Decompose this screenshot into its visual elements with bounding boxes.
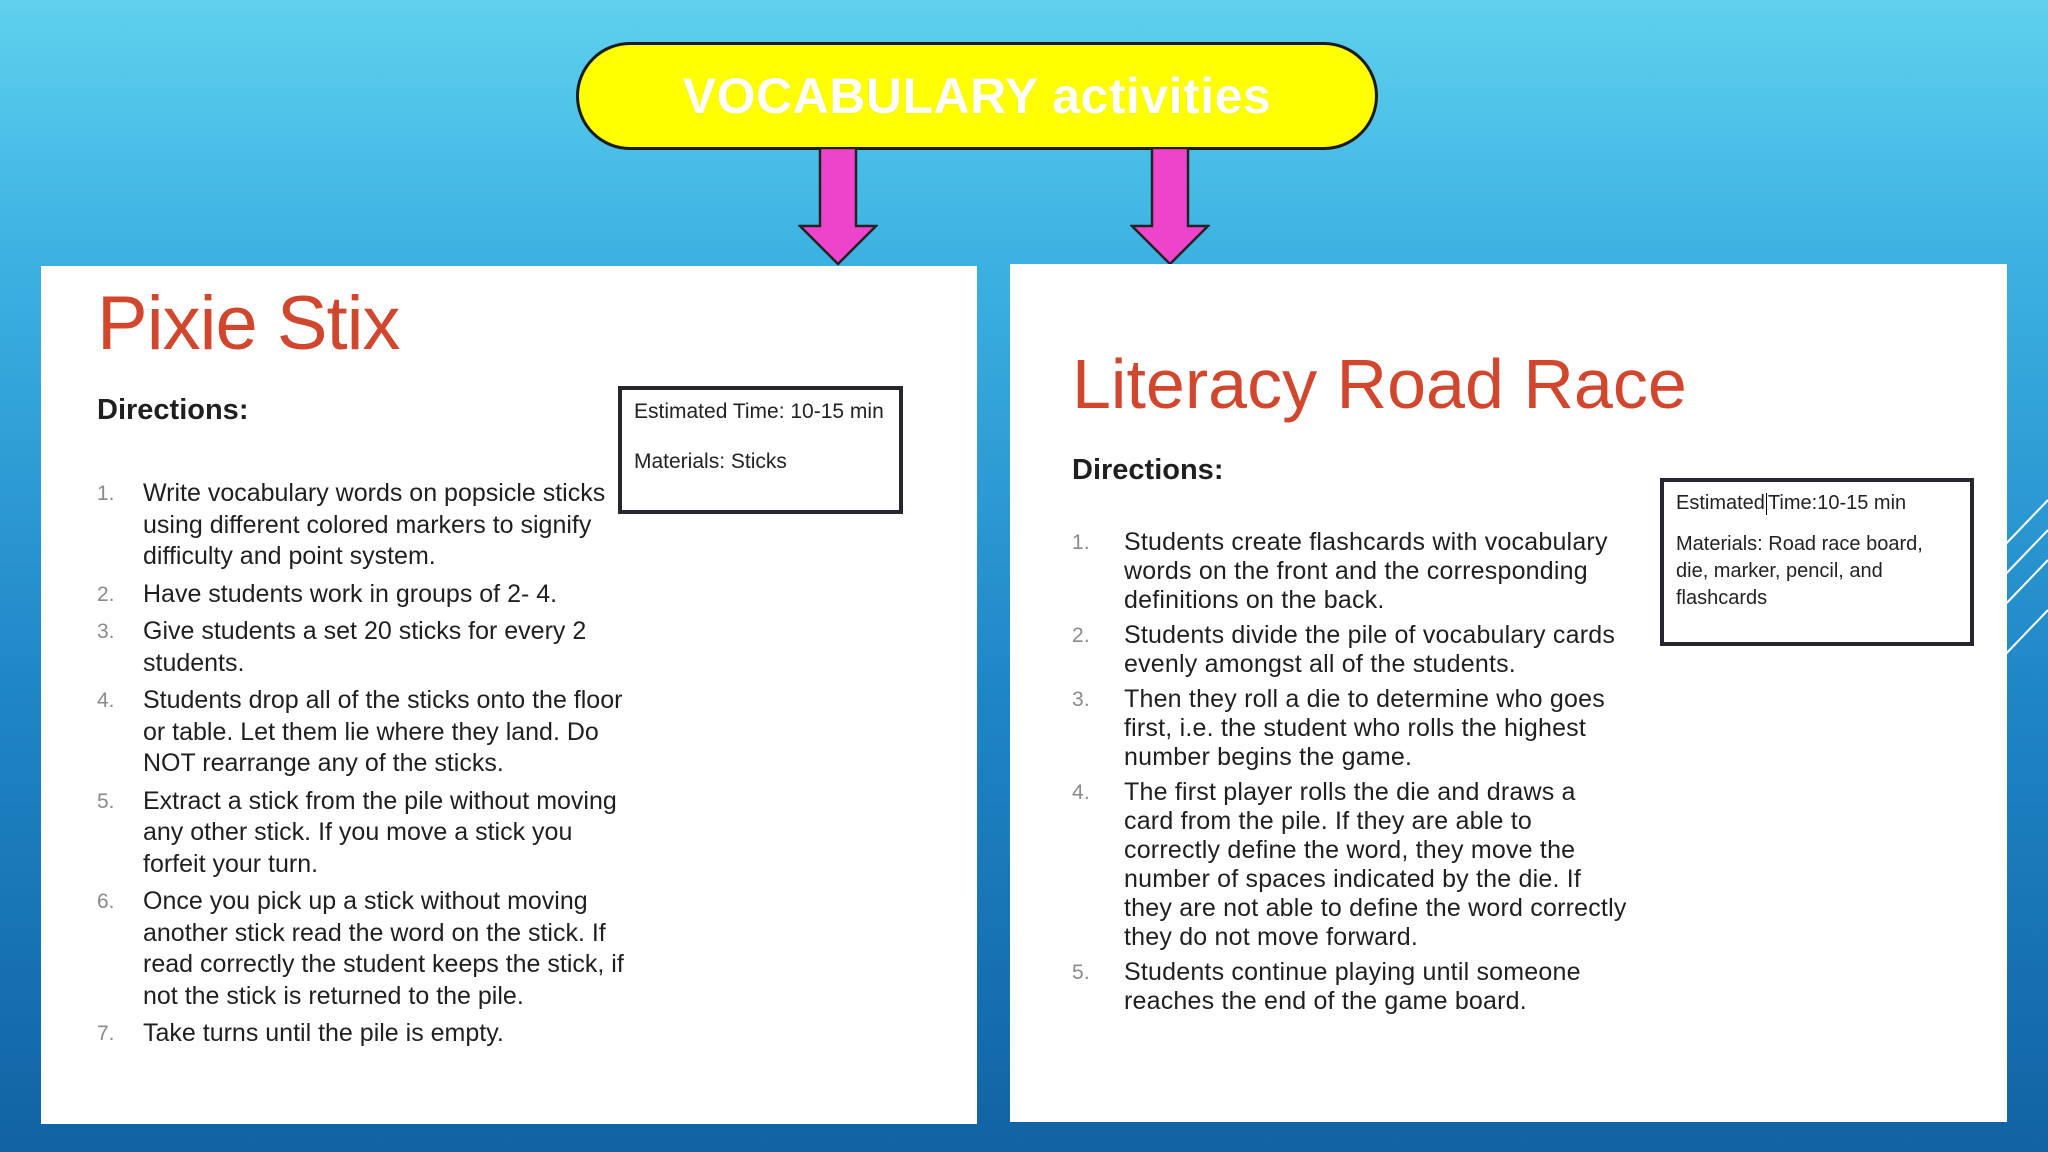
step-number: 1. — [97, 482, 115, 505]
step-text: Once you pick up a stick without moving another stick read the word on the stick. If read correctly the student keeps the stick, if not the stick is returned to the pile. — [143, 887, 624, 1010]
step-text: The first player rolls the die and draws a card from the pile. If they are able to correctly define the word, they move the number of spaces indicated by the die. If they are not able to define the word correctly they do not move forward. — [1124, 778, 1627, 951]
pixie-stix-card — [41, 266, 977, 1124]
literacy-road-race-card — [1010, 264, 2007, 1122]
step-number: 1. — [1072, 531, 1090, 554]
page-title: VOCABULARY activities — [682, 68, 1272, 124]
step-number: 5. — [1072, 961, 1090, 984]
pixie-stix-title: Pixie Stix — [97, 281, 400, 366]
step-number: 2. — [97, 582, 115, 606]
step-text: Take turns until the pile is empty. — [143, 1019, 504, 1047]
list-item — [1072, 958, 1632, 1016]
list-item — [97, 685, 637, 780]
step-number: 4. — [97, 689, 115, 712]
steps-list — [97, 478, 637, 1050]
list-item — [1072, 778, 1632, 952]
step-number: 7. — [97, 1022, 115, 1045]
estimated-time-label: Estimated — [1676, 492, 1765, 514]
materials: Materials: Sticks — [634, 450, 787, 473]
list-item — [97, 579, 637, 611]
step-number: 3. — [97, 620, 115, 643]
step-text: Students drop all of the sticks onto the floor or table. Let them lie where they land. Do NOT rearrange any of the sticks. — [143, 686, 623, 777]
step-text: Students divide the pile of vocabulary cards evenly amongst all of the students. — [1124, 621, 1616, 678]
step-number: 3. — [1072, 688, 1090, 711]
directions-heading: Directions: — [97, 394, 249, 426]
step-number: 4. — [1072, 781, 1090, 804]
step-text: Students create flashcards with vocabulary words on the front and the corresponding definitions on the back. — [1124, 528, 1608, 614]
step-text: Extract a stick from the pile without moving any other stick. If you move a stick you forfeit your turn. — [143, 786, 617, 878]
estimated-time: Estimated Time: 10-15 min — [634, 400, 884, 423]
list-item — [1072, 685, 1632, 772]
info-box — [618, 386, 903, 514]
steps-list — [1072, 528, 1632, 1016]
materials: Materials: Road race board, die, marker, pencil, and flashcards — [1676, 533, 1923, 609]
list-item — [97, 616, 637, 679]
info-box[interactable] — [1660, 478, 1974, 646]
directions-heading: Directions: — [1072, 454, 1224, 486]
list-item — [1072, 621, 1632, 679]
list-item — [97, 478, 637, 573]
text-cursor — [1766, 493, 1767, 515]
list-item — [97, 786, 637, 881]
step-number: 6. — [97, 890, 115, 913]
step-text: Have students work in groups of 2- 4. — [143, 579, 558, 608]
title-banner — [576, 42, 1378, 150]
estimated-time-value: Time:10-15 min — [1767, 492, 1907, 514]
literacy-road-race-title: Literacy Road Race — [1072, 345, 1687, 423]
step-number: 5. — [97, 789, 115, 813]
estimated-time[interactable] — [1676, 490, 1958, 517]
step-text: Write vocabulary words on popsicle sticks using different colored markers to signify difficulty and point system. — [143, 479, 606, 570]
step-number: 2. — [1072, 624, 1090, 647]
decorative-lines — [2000, 490, 2048, 670]
arrow-down-right-icon — [1130, 148, 1210, 266]
list-item — [97, 1018, 637, 1050]
step-text: Students continue playing until someone reaches the end of the game board. — [1124, 958, 1581, 1015]
list-item — [97, 886, 637, 1012]
step-text: Then they roll a die to determine who goes first, i.e. the student who rolls the highest number begins the game. — [1124, 685, 1605, 771]
list-item — [1072, 528, 1632, 615]
step-text: Give students a set 20 sticks for every 2 students. — [143, 617, 587, 677]
arrow-down-left-icon — [798, 148, 878, 266]
